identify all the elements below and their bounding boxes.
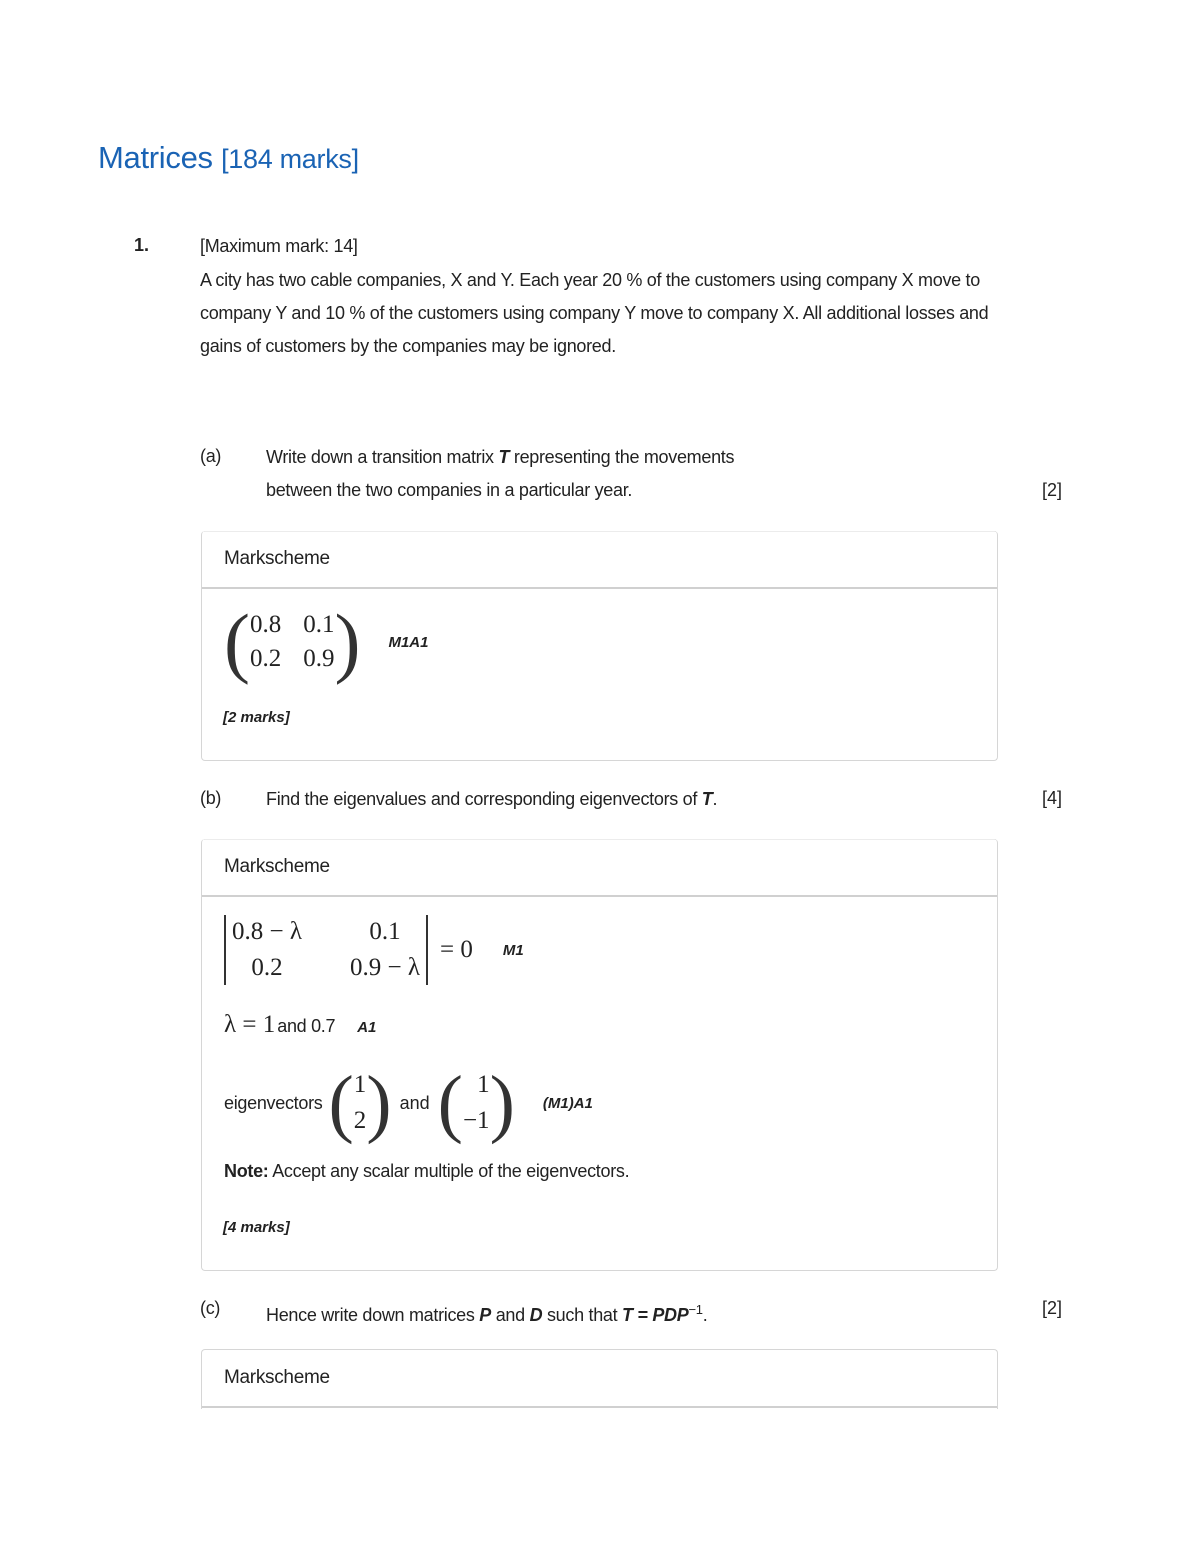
markscheme-c-header: Markscheme	[202, 1350, 997, 1408]
note-bold: Note:	[224, 1161, 269, 1181]
right-paren: )	[366, 1061, 392, 1145]
award-code: A1	[357, 1019, 377, 1036]
part-b-var: T	[701, 789, 713, 809]
and-text: and	[399, 1092, 430, 1113]
part-a-text-1: Write down a transition matrix	[266, 447, 494, 467]
award-code: (M1)A1	[542, 1094, 593, 1112]
vector-cell: 1	[477, 1071, 490, 1098]
award-code: M1A1	[388, 633, 429, 651]
lambda-rest: and 0.7	[277, 1016, 336, 1036]
part-c-end: .	[702, 1305, 708, 1325]
question-text: A city has two cable companies, X and Y. Each year 20 % of the customers using company X move to company Y and 10 % of the customers using company Y move to company X. All additional losses and gains of customers by the companies may be ignored.	[200, 270, 989, 356]
part-b-end: .	[712, 789, 718, 809]
title-marks: [184 marks]	[221, 144, 359, 174]
det-cell: 0.1	[369, 918, 401, 945]
part-a-marks: [2]	[1042, 480, 1063, 500]
part-c-text	[266, 1293, 707, 1332]
part-c-sup: −1	[688, 1302, 703, 1317]
part-a-text-2: between the two companies in a particular year.	[266, 480, 633, 500]
part-b-label: (b)	[200, 788, 222, 808]
question-number: 1.	[134, 235, 150, 255]
ms-a-matrix	[224, 598, 429, 685]
part-a-text	[266, 441, 986, 507]
det-cell: 0.2	[251, 954, 283, 981]
matrix-cell: 0.1	[303, 611, 335, 638]
left-paren: (	[224, 598, 250, 685]
part-a-var: T	[498, 447, 510, 467]
right-paren: )	[334, 598, 361, 685]
markscheme-a	[201, 531, 998, 761]
vector-cell: 2	[353, 1107, 367, 1134]
det-cell: 0.9 − λ	[349, 954, 420, 981]
markscheme-b-header: Markscheme	[202, 839, 997, 897]
det-bar-right	[426, 915, 428, 985]
left-paren: (	[328, 1061, 354, 1145]
vector-cell: −1	[462, 1107, 490, 1134]
markscheme-a-header: Markscheme	[202, 531, 997, 589]
lambda-eq: λ = 1	[224, 1011, 276, 1038]
vector-1	[354, 1067, 367, 1139]
part-b-text	[266, 783, 717, 816]
vector-cell: 1	[353, 1071, 367, 1098]
part-c-and: and	[495, 1305, 525, 1325]
markscheme-b	[201, 839, 998, 1271]
matrix-cells	[250, 611, 335, 673]
markscheme-c	[201, 1349, 998, 1409]
part-c-var-d: D	[529, 1305, 543, 1325]
right-paren: )	[489, 1061, 515, 1145]
matrix-cell: 0.8	[249, 611, 282, 638]
ms-b-total: [4 marks]	[223, 1219, 290, 1236]
part-a-label: (a)	[200, 446, 222, 466]
part-c-text-b: such that	[546, 1305, 618, 1325]
part-c-marks: [2]	[1042, 1298, 1063, 1318]
award-code: M1	[502, 941, 524, 959]
ms-b-lambda	[224, 1011, 376, 1039]
vector-2	[463, 1067, 490, 1139]
page-title	[98, 140, 359, 176]
left-paren: (	[437, 1061, 463, 1145]
note-text: Accept any scalar multiple of the eigenvectors.	[272, 1161, 630, 1181]
title-text: Matrices	[98, 140, 213, 175]
ms-b-determinant	[224, 915, 524, 985]
part-b-marks: [4]	[1042, 788, 1063, 808]
det-cells	[232, 918, 420, 982]
eigen-label: eigenvectors	[224, 1092, 323, 1113]
ms-a-total: [2 marks]	[223, 709, 290, 726]
part-c-label: (c)	[200, 1298, 221, 1318]
part-c-text-a: Hence write down matrices	[266, 1305, 475, 1325]
ms-b-note	[224, 1161, 629, 1182]
question-max-mark: [Maximum mark: 14]	[200, 236, 358, 256]
det-cell: 0.8 − λ	[232, 918, 302, 945]
det-bar-left	[224, 915, 226, 985]
part-c-var-p: P	[479, 1305, 492, 1325]
part-b-text-1: Find the eigenvalues and corresponding eigenvectors of	[266, 789, 698, 809]
det-rhs: = 0	[439, 936, 473, 963]
matrix-cell: 0.2	[249, 645, 282, 672]
part-c-eq: T = PDP	[622, 1305, 689, 1325]
ms-b-eigenvectors	[224, 1061, 593, 1145]
part-a-text-1-end: representing the movements	[513, 447, 735, 467]
matrix-cell: 0.9	[303, 645, 335, 672]
